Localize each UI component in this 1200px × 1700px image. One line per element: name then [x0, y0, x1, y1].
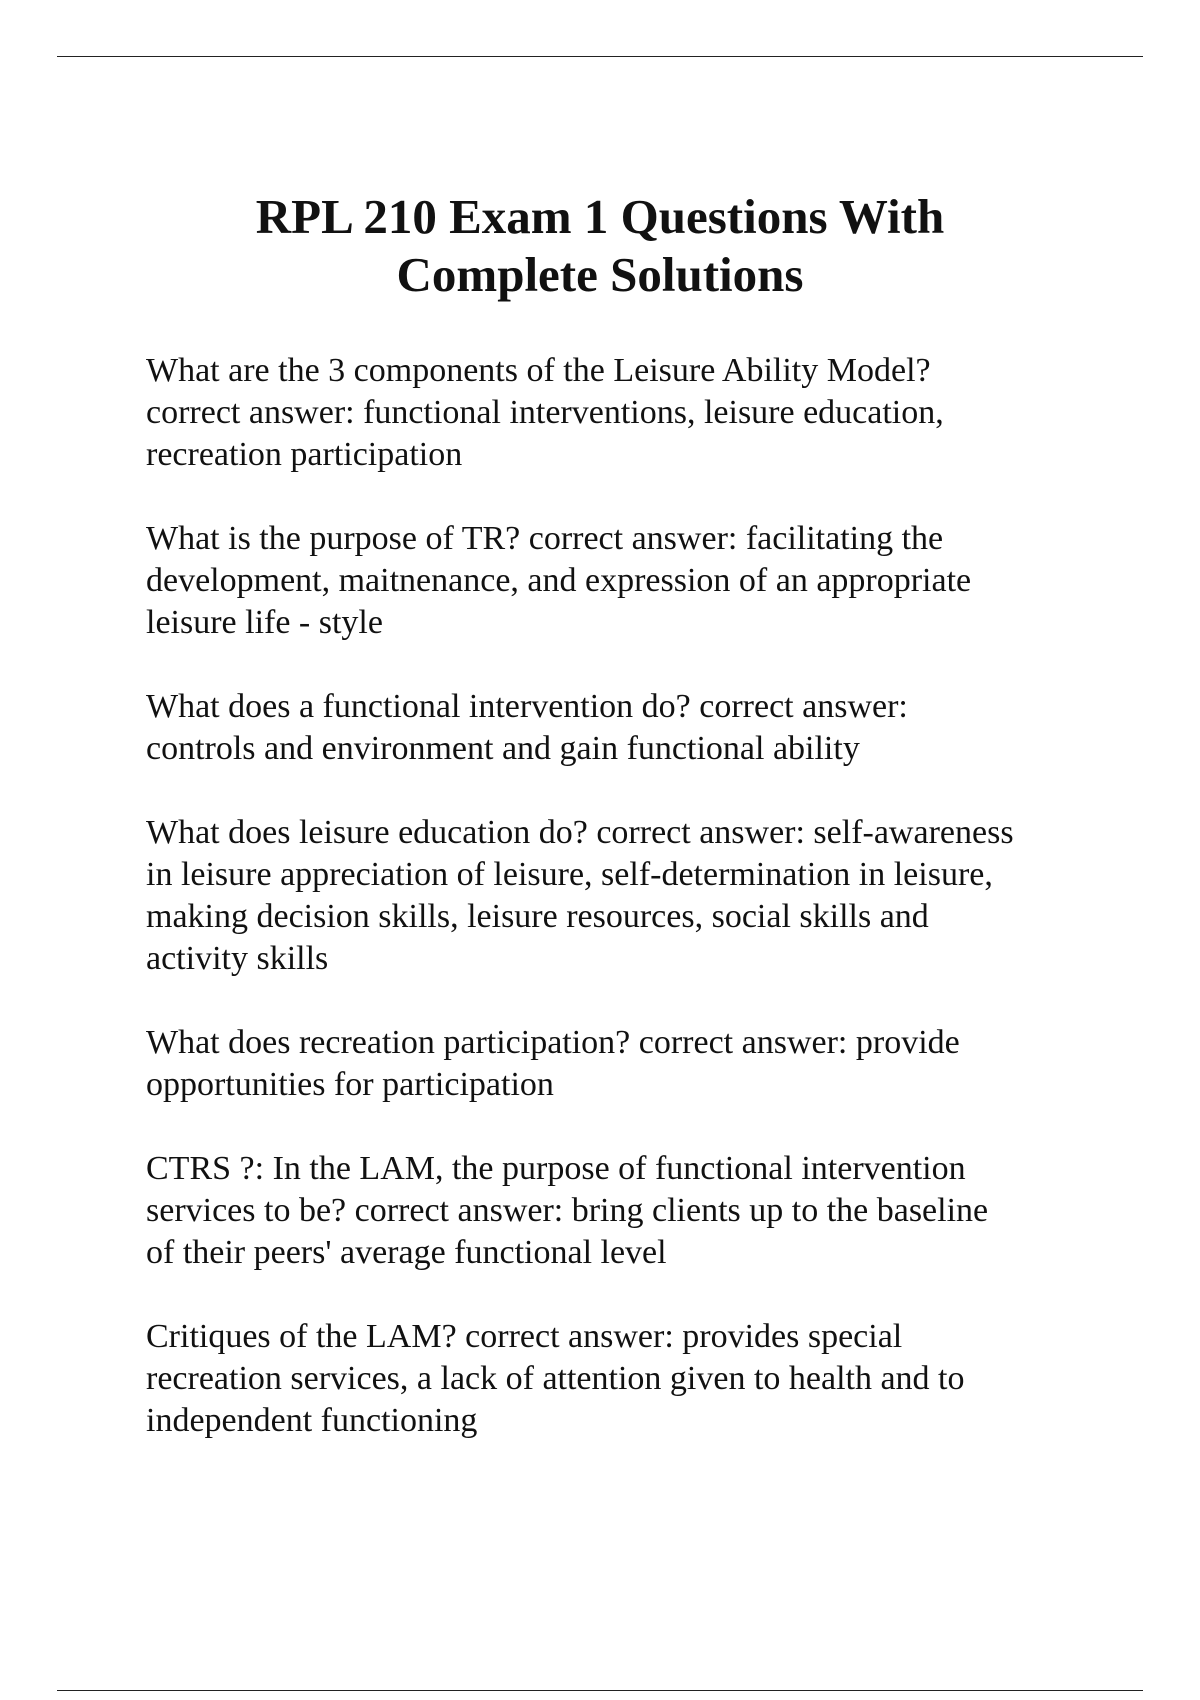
qa-line: controls and environment and gain functional ability	[146, 730, 860, 767]
qa-line: independent functioning	[146, 1402, 478, 1439]
qa-line: What does recreation participation? correct answer: provide	[146, 1024, 960, 1061]
top-rule	[57, 56, 1143, 57]
bottom-rule	[57, 1690, 1143, 1691]
qa-line: recreation participation	[146, 436, 463, 473]
qa-list	[146, 350, 1106, 1484]
qa-item	[146, 1022, 1106, 1106]
qa-line: of their peers' average functional level	[146, 1234, 667, 1271]
qa-line: What does a functional intervention do? correct answer:	[146, 688, 908, 725]
title-line: RPL 210 Exam 1 Questions With	[255, 189, 945, 244]
qa-item	[146, 686, 1106, 770]
qa-line: correct answer: functional interventions, leisure education,	[146, 394, 944, 431]
qa-line: What is the purpose of TR? correct answer: facilitating the	[146, 520, 944, 557]
qa-line: leisure life - style	[146, 604, 383, 641]
qa-line: opportunities for participation	[146, 1066, 554, 1103]
qa-item	[146, 1316, 1106, 1442]
qa-line: activity skills	[146, 940, 329, 977]
qa-line: making decision skills, leisure resources, social skills and	[146, 898, 929, 935]
qa-line: Critiques of the LAM? correct answer: provides special	[146, 1318, 903, 1355]
qa-line: recreation services, a lack of attention given to health and to	[146, 1360, 965, 1397]
qa-line: development, maitnenance, and expression of an appropriate	[146, 562, 972, 599]
qa-item	[146, 350, 1106, 476]
qa-line: services to be? correct answer: bring clients up to the baseline	[146, 1192, 989, 1229]
qa-item	[146, 812, 1106, 980]
qa-item	[146, 1148, 1106, 1274]
page-title	[0, 188, 1200, 304]
qa-line: in leisure appreciation of leisure, self-determination in leisure,	[146, 856, 993, 893]
qa-line: CTRS ?: In the LAM, the purpose of functional intervention	[146, 1150, 966, 1187]
qa-item	[146, 518, 1106, 644]
qa-line: What does leisure education do? correct answer: self-awareness	[146, 814, 1014, 851]
qa-line: What are the 3 components of the Leisure Ability Model?	[146, 352, 931, 389]
title-line: Complete Solutions	[396, 247, 804, 302]
